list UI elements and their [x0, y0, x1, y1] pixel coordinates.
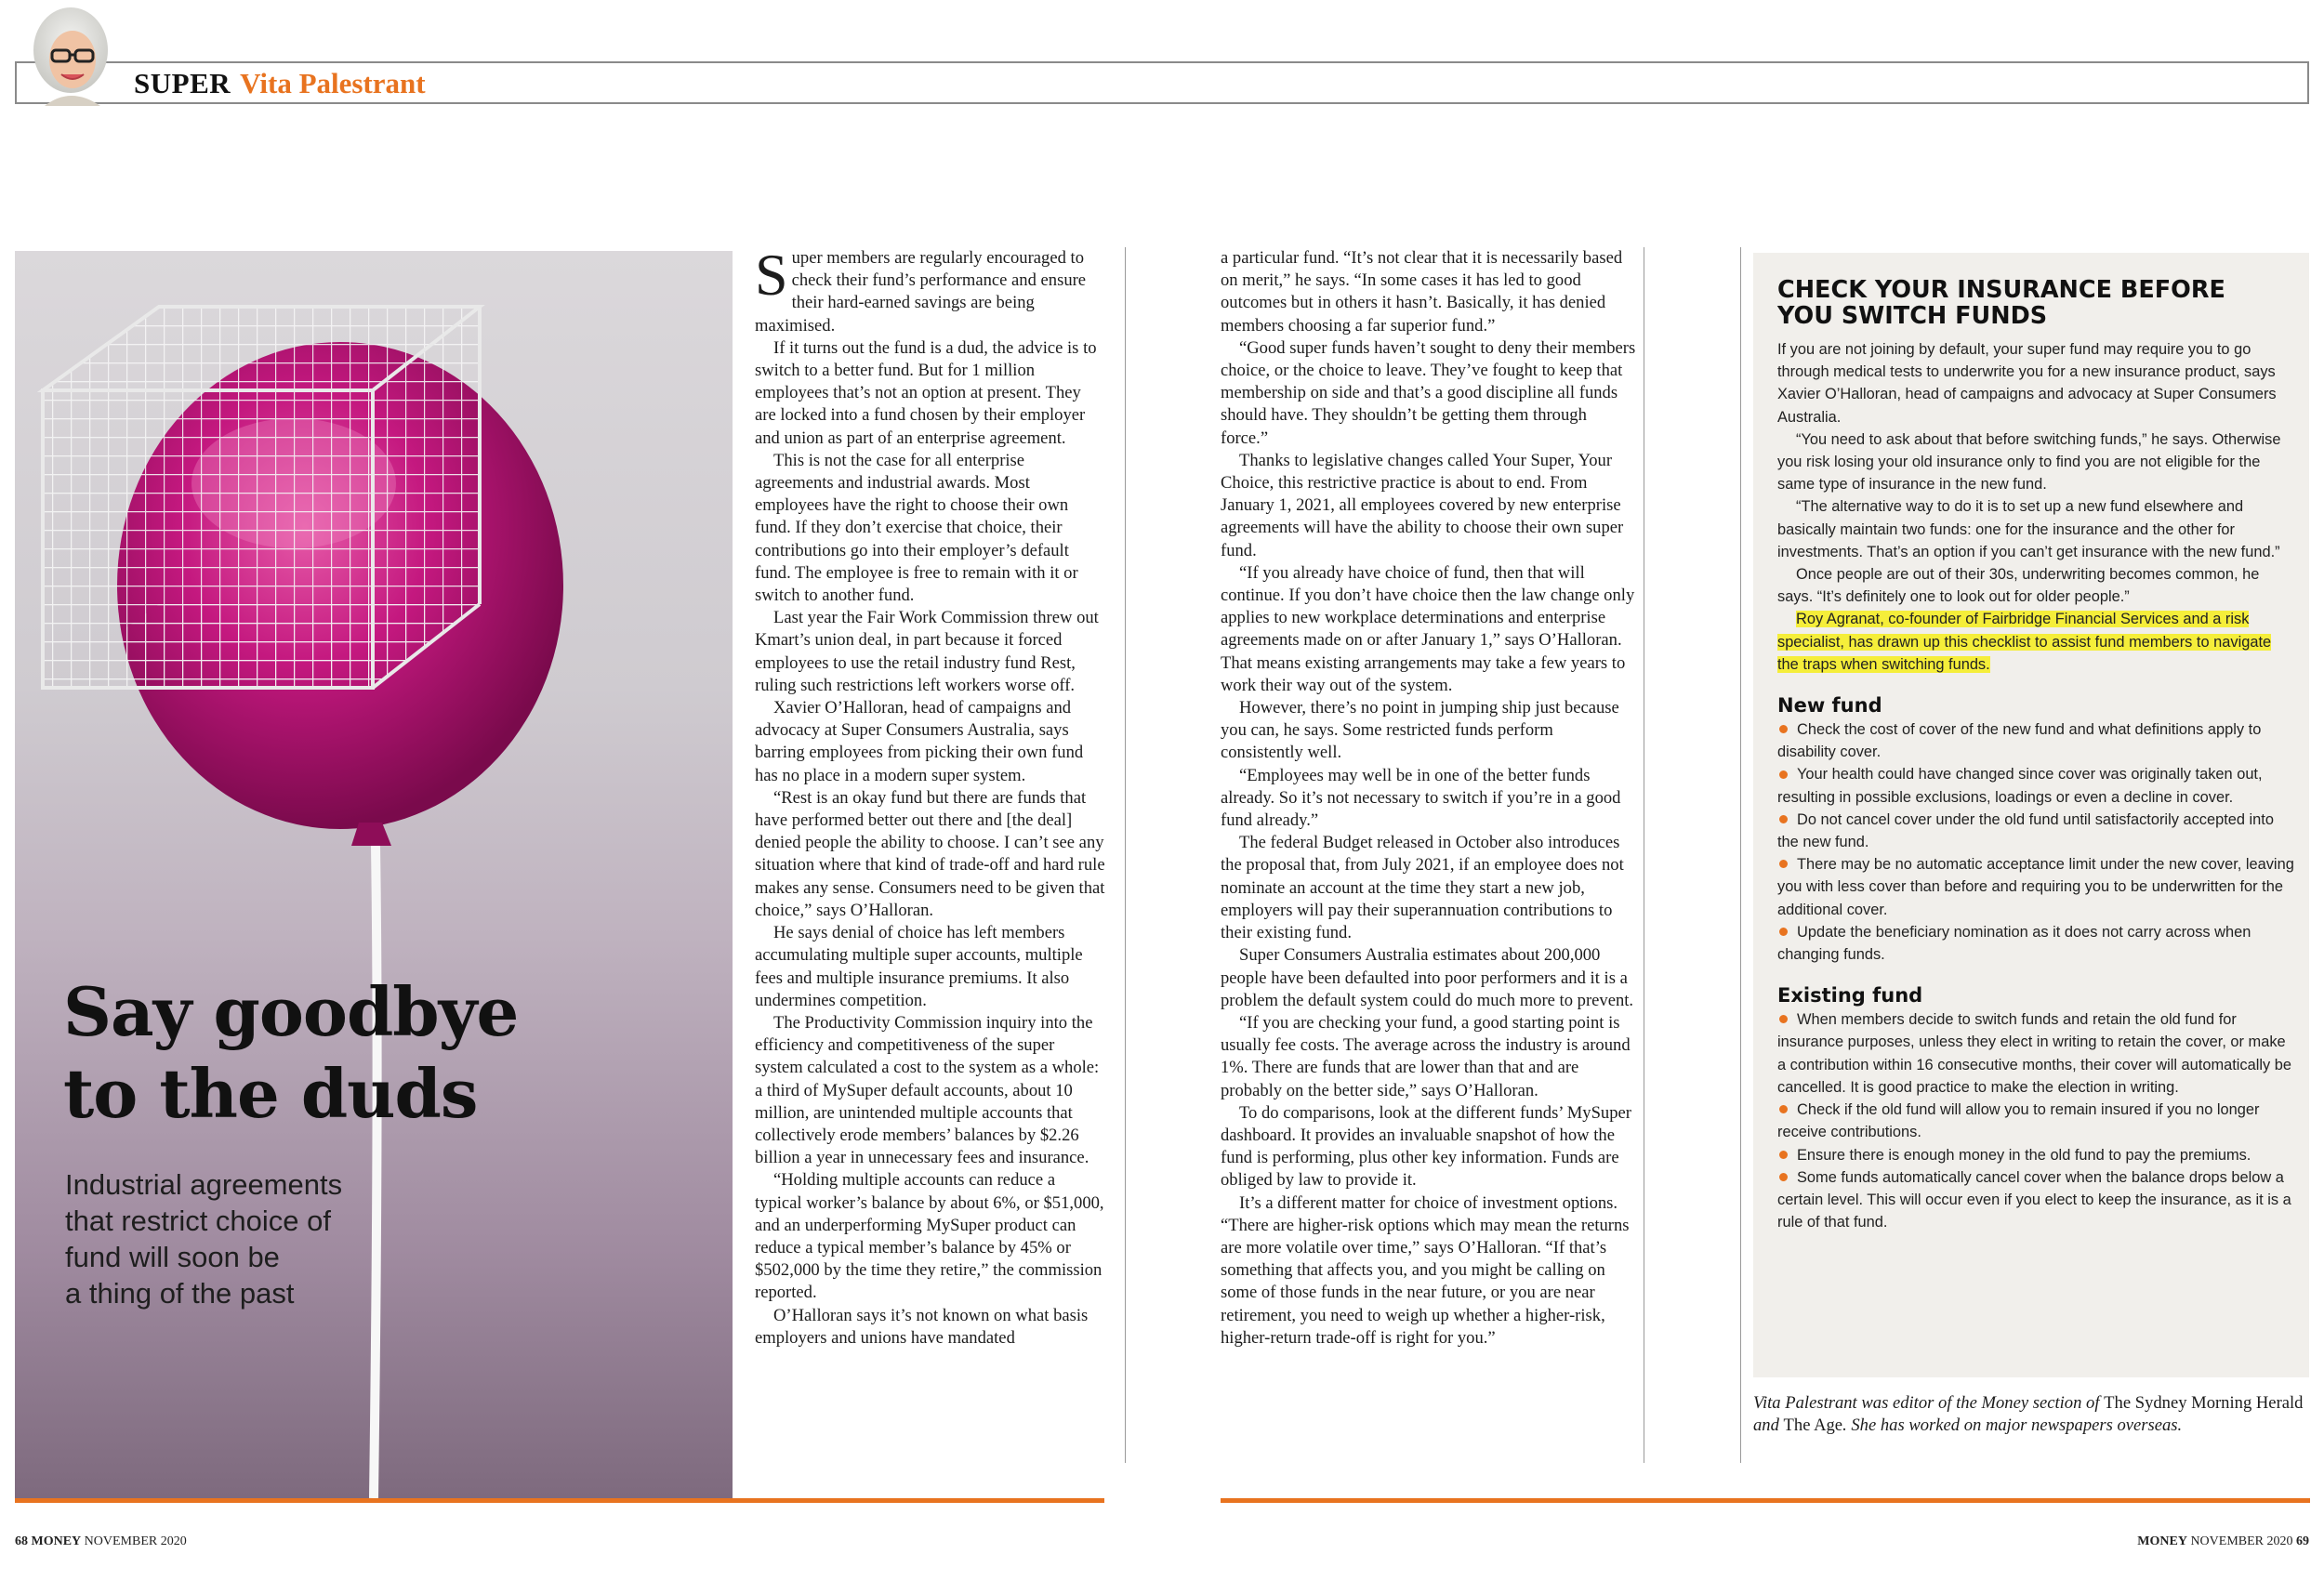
magazine-name: MONEY [31, 1534, 82, 1548]
list-item: When members decide to switch funds and retain the old fund for insurance purposes, unless they elect in writing to retain the cover, or make a contribution within 16 consecutive months, their cover will automatically be cancelled. It is good practice to make the election in writing. [1777, 1011, 2291, 1096]
bullet-icon [1779, 1151, 1788, 1159]
paragraph: “Rest is an okay fund but there are funds that have performed better out there and [the deal] denied people the ability to choose. I can’t see any situation where that kind of trade-off and hard rule makes any sense. Consumers need to be given that choice,” says O’Halloran. [755, 787, 1105, 920]
list-item: Check the cost of cover of the new fund and what definitions apply to disability cover. [1777, 721, 2262, 761]
existing-fund-list [1777, 1008, 2294, 1233]
insurance-sidebar [1753, 253, 2309, 1377]
paragraph: Last year the Fair Work Commission threw out Kmart’s union deal, in part because it forced employees to use the retail industry fund Rest, ruling such restrictions left workers worse off. [755, 608, 1099, 695]
column-rule [1740, 247, 1741, 1463]
sidebar-body [1777, 338, 2294, 1233]
standfirst: Industrial agreements that restrict choice of fund will soon be a thing of the past [65, 1168, 343, 1310]
paragraph: “If you already have choice of fund, then that will continue. If you don’t have choice then the law change only applies to new workplace determinations and enterprise agreements made on or after January 1,” says O’Halloran. That means existing arrangements may take a few years to work their way out of the system. [1221, 562, 1635, 695]
paragraph: Super Consumers Australia estimates about 200,000 people have been defaulted into poor performers and it is a problem the default system could do much more to prevent. [1221, 945, 1634, 1010]
headline: Say goodbye to the duds [63, 972, 519, 1133]
list-item: Your health could have changed since cover was originally taken out, resulting in possible exclusions, loadings or even a decline in cover. [1777, 766, 2263, 806]
list-item: There may be no automatic acceptance limit under the new cover, leaving you with less cover than before and requiring you to be underwritten for the additional cover. [1777, 856, 2294, 918]
paragraph: “If you are checking your fund, a good starting point is usually fee costs. The average across the industry is around 1%. There are funds that are lower than that and are probably on the better side,” says O’Halloran. [1221, 1012, 1631, 1100]
author-bio: Vita Palestrant was editor of the Money section of The Sydney Morning Herald and The Age. She has worked on major newspapers overseas. [1753, 1393, 2304, 1436]
paragraph: Thanks to legislative changes called Your Super, Your Choice, this restrictive practice is about to end. From January 1, 2021, all employees covered by new enterprise agreements will have the ability to choose their own super fund. [1221, 450, 1624, 560]
page-number: 68 [15, 1534, 28, 1548]
list-item: Some funds automatically cancel cover when the balance drops below a certain level. This will occur even if you elect to keep the insurance, as it is a rule of that fund. [1777, 1168, 2291, 1231]
bullet-icon [1779, 860, 1788, 868]
bullet-icon [1779, 928, 1788, 936]
page-number: 69 [2296, 1534, 2309, 1548]
sidebar-paragraph: If you are not joining by default, your super fund may require you to go through medical tests to underwrite you for a new insurance product, says Xavier O’Halloran, head of campaigns and advocacy at Super Consumers Australia. [1777, 341, 2277, 426]
author-portrait [26, 2, 115, 106]
bullet-icon [1779, 1015, 1788, 1023]
sidebar-paragraph: Once people are out of their 30s, underwriting becomes common, he says. “It’s definitely one to look out for older people.” [1777, 566, 2260, 606]
paragraph: uper members are regularly encouraged to check their fund’s performance and ensure their hard-earned savings are being maximised. [755, 248, 1087, 336]
paragraph: If it turns out the fund is a dud, the advice is to switch to a better fund. But for 1 million employees that’s not an option at present. They are locked into a fund chosen by their employer and union as part of an enterprise agreement. [755, 337, 1097, 448]
paragraph: The Productivity Commission inquiry into the efficiency and competitiveness of the super system calculated a cost to the system as a whole: a third of MySuper default accounts, about 10 million, are unintended multiple accounts that collectively erode members’ balances by $2.26 billion a year in unnecessary fees and insurance. [755, 1012, 1100, 1168]
article-column-2 [1221, 247, 1638, 1350]
article-column-1 [755, 242, 1105, 1350]
issue-date: NOVEMBER 2020 [84, 1534, 187, 1548]
sidebar-paragraph: “The alternative way to do it is to set up a new fund elsewhere and basically maintain two funds: one for the insurance and the other for investments. That’s an option if you can’t get insurance with the new fund.” [1777, 498, 2280, 560]
column-rule [1125, 247, 1126, 1463]
highlighted-text: Roy Agranat, co-founder of Fairbridge Financial Services and a risk specialist, has drawn up this checklist to assist fund members to navigate the traps when switching funds. [1777, 611, 2272, 673]
paragraph: To do comparisons, look at the different funds’ MySuper dashboard. It provides an invaluable snapshot of how the fund is performing, plus other key information. Funds are obliged by law to provide it. [1221, 1102, 1631, 1191]
bullet-icon [1779, 1105, 1788, 1113]
folio-left [15, 1533, 187, 1551]
existing-fund-heading: Existing fund [1777, 984, 1923, 1007]
paragraph: a particular fund. “It’s not clear that it is necessarily based on merit,” he says. “In some cases it has led to good outcomes but in others it hasn’t. Basically, it has denied members choosing a far superior fund.” [1221, 248, 1623, 336]
paragraph: It’s a different matter for choice of investment options. “There are higher-risk options which may mean the returns are more volatile over time,” says O’Halloran. “If that’s something that affects you, and you might be calling on some of those funds in the near future, or you are near retirement, you need to weigh up whether a higher-risk, higher-return trade-off is right for you.” [1221, 1192, 1630, 1348]
author-name: Vita Palestrant [240, 67, 426, 99]
list-item: Update the beneficiary nomination as it does not carry across when changing funds. [1777, 923, 2251, 964]
bullet-icon [1779, 725, 1788, 733]
paragraph: O’Halloran says it’s not known on what basis employers and unions have mandated [755, 1305, 1089, 1348]
footer-rule-right [1221, 1498, 2310, 1503]
sidebar-paragraph [1777, 608, 2294, 676]
hero-image [15, 251, 733, 1498]
footer-rule-left [15, 1498, 1104, 1503]
section-header [134, 65, 426, 102]
section-label: SUPER [134, 67, 231, 99]
bullet-icon [1779, 1173, 1788, 1181]
sidebar-paragraph: “You need to ask about that before switching funds,” he says. Otherwise you risk losing your old insurance only to find you are not eligible for the same type of insurance in the new fund. [1777, 430, 2281, 494]
paragraph: “Good super funds haven’t sought to deny their members choice, or the choice to leave. They’ve fought to keep that membership on side and that’s a good discipline all funds should have. They shouldn’t be getting them through force.” [1221, 337, 1636, 448]
list-item: Check if the old fund will allow you to remain insured if you no longer receive contributions. [1777, 1101, 2260, 1141]
sidebar-title: CHECK YOUR INSURANCE BEFORE YOU SWITCH FUNDS [1777, 276, 2225, 330]
paragraph: “Holding multiple accounts can reduce a typical worker’s balance by about 6%, or $51,000, and an underperforming MySuper product can reduce a typical member’s balance by 45% or $502,000 by the time they retire,” the commission reported. [755, 1170, 1104, 1303]
bullet-icon [1779, 815, 1788, 823]
paragraph: He says denial of choice has left members accumulating multiple super accounts, multiple fees and multiple insurance premiums. It also undermines competition. [755, 923, 1083, 1010]
paragraph: “Employees may well be in one of the better funds already. So it’s not necessary to switch if you’re in a good fund already.” [1221, 765, 1621, 831]
list-item: Ensure there is enough money in the old fund to pay the premiums. [1777, 1144, 2294, 1166]
paragraph: However, there’s no point in jumping ship just because you can, he says. Some restricted funds perform consistently well. [1221, 698, 1619, 763]
paragraph: This is not the case for all enterprise agreements and industrial awards. Most employees have the right to choose their own fund. If they don’t exercise that choice, their contributions go into their employer’s default fund. The employee is free to remain with it or switch to another fund. [755, 450, 1078, 606]
new-fund-list [1777, 718, 2294, 966]
paragraph: Xavier O’Halloran, head of campaigns and advocacy at Super Consumers Australia, says barring employees from picking their own fund has no place in a modern super system. [755, 698, 1084, 785]
bullet-icon [1779, 770, 1788, 779]
drop-cap: S [755, 242, 788, 308]
issue-date: NOVEMBER 2020 [2190, 1534, 2293, 1548]
paragraph: The federal Budget released in October also introduces the proposal that, from July 2021, if an employee does not nominate an account at the time they start a new job, employers will pay their superannuation contributions to their existing fund. [1221, 833, 1624, 943]
folio-right [2137, 1533, 2309, 1551]
new-fund-heading: New fund [1777, 694, 1882, 718]
list-item: Do not cancel cover under the old fund until satisfactorily accepted into the new fund. [1777, 810, 2274, 851]
magazine-name: MONEY [2137, 1534, 2187, 1548]
